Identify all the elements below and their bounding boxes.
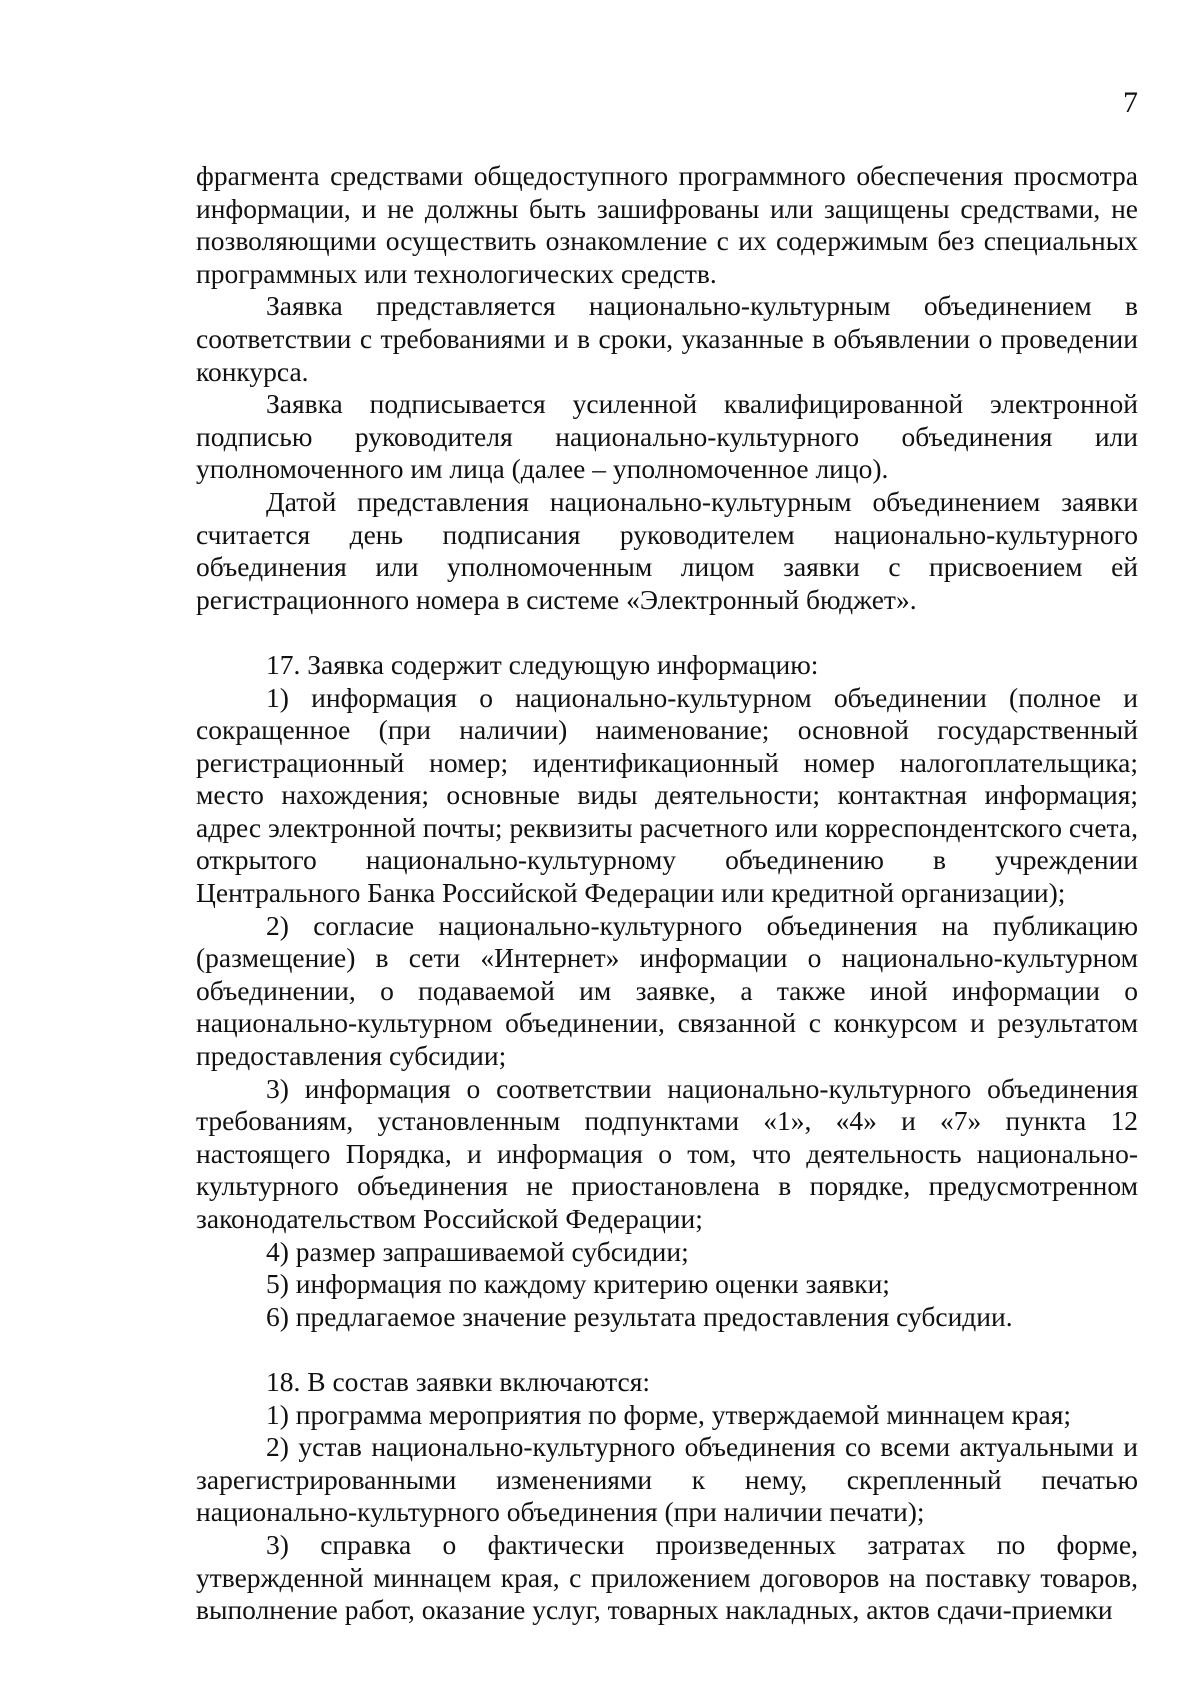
list-item: 1) информация о национально-культурном объединении (полное и сокращенное (при наличии) наименование; основной государственный регистрационный номер; идентификационный номер налогоплательщика; место нахождения; основные виды деятельности; контактная информация; адрес электронной почты; реквизиты расчетного или корреспондентского счета, открытого национально-культурному объединению в учреждении Центрального Банка Российской Федерации или кредитной организации);: [196, 681, 1138, 909]
list-item: 3) информация о соответствии национально-культурного объединения требованиям, установленным подпунктами «1», «4» и «7» пункта 12 настоящего Порядка, и информация о том, что деятельность национально-культурного объединения не приостановлена в порядке, предусмотренном законодательством Российской Федерации;: [196, 1072, 1138, 1234]
section-18-heading: 18. В состав заявки включаются:: [266, 1365, 651, 1397]
paragraph-application-signature: Заявка подписывается усиленной квалифицированной электронной подписью руководителя национально-культурного объединения или уполномоченного им лица (далее – уполномоченное лицо).: [196, 388, 1138, 485]
list-item: 2) устав национально-культурного объединения со всеми актуальными и зарегистрированными изменениями к нему, скрепленный печатью национально-культурного объединения (при наличии печати);: [196, 1431, 1138, 1528]
list-item: 1) программа мероприятия по форме, утверждаемой миннацем края;: [266, 1398, 1071, 1430]
paragraph-application-submission: Заявка представляется национально-культурным объединением в соответствии с требованиями и в сроки, указанные в объявлении о проведении конкурса.: [196, 290, 1138, 387]
list-item: 2) согласие национально-культурного объединения на публикацию (размещение) в сети «Интернет» информации о национально-культурном объединении, о подаваемой им заявке, а также иной информации о национально-культурном объединении, связанной с конкурсом и результатом предоставления субсидии;: [196, 909, 1138, 1072]
paragraph-submission-date: Датой представления национально-культурным объединением заявки считается день подписания руководителем национально-культурного объединения или уполномоченным лицом заявки с присвоением ей регистрационного номера в системе «Электронный бюджет».: [196, 485, 1138, 615]
list-item: 5) информация по каждому критерию оценки заявки;: [266, 1268, 890, 1300]
page-number: 7: [1123, 86, 1138, 119]
paragraph-continuation: фрагмента средствами общедоступного программного обеспечения просмотра информации, и не должны быть зашифрованы или защищены средствами, не позволяющими осуществить ознакомление с их содержимым без специальных программных или технологических средств.: [196, 160, 1138, 289]
list-item: 3) справка о фактически произведенных затратах по форме, утвержденной миннацем края, с приложением договоров на поставку товаров, выполнение работ, оказание услуг, товарных накладных, актов сдачи-приемки: [196, 1528, 1138, 1626]
section-17-heading: 17. Заявка содержит следующую информацию:: [266, 648, 819, 680]
list-item: 4) размер запрашиваемой субсидии;: [266, 1235, 689, 1267]
document-body: [196, 160, 1138, 1627]
list-item: 6) предлагаемое значение результата предоставления субсидии.: [266, 1300, 1013, 1332]
